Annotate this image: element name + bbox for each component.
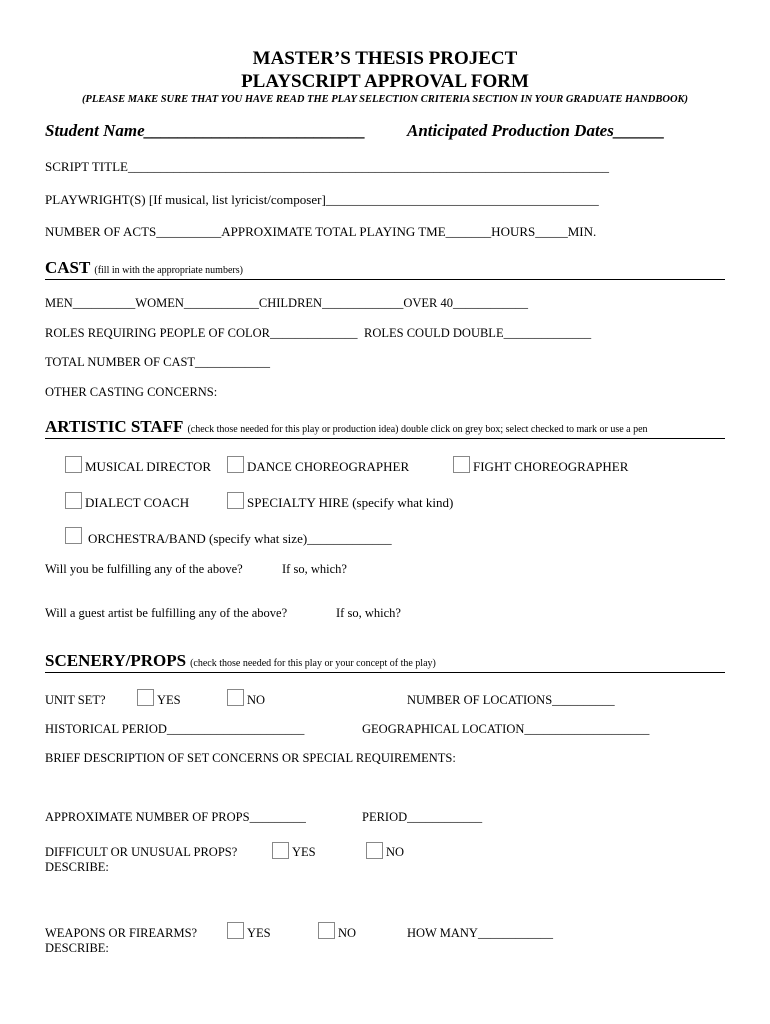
roles-double-field[interactable]: ROLES COULD DOUBLE______________: [364, 326, 592, 340]
student-name-field[interactable]: Student Name__________________________: [45, 121, 366, 140]
staff-heading: [45, 417, 648, 437]
guest-artist-question: Will a guest artist be fulfilling any of the above?: [45, 606, 288, 620]
difficult-props-yes-label: YES: [292, 845, 316, 859]
staff-title: ARTISTIC STAFF: [45, 417, 184, 436]
form-title-line1: MASTER’S THESIS PROJECT: [252, 48, 518, 69]
weapons-no-checkbox[interactable]: [318, 922, 335, 939]
locations-field[interactable]: NUMBER OF LOCATIONS__________: [407, 693, 615, 707]
specialty-hire-label: SPECIALTY HIRE (specify what kind): [247, 495, 454, 510]
other-casting-label: OTHER CASTING CONCERNS:: [45, 385, 218, 399]
unit-set-no-label: NO: [247, 693, 266, 707]
unit-set-no-checkbox[interactable]: [227, 689, 244, 706]
unit-set-yes-checkbox[interactable]: [137, 689, 154, 706]
unit-set-yes-label: YES: [157, 693, 181, 707]
fight-choreographer-label: FIGHT CHOREOGRAPHER: [473, 459, 629, 474]
difficult-props-no-checkbox[interactable]: [366, 842, 383, 859]
props-count-field[interactable]: APPROXIMATE NUMBER OF PROPS_________: [45, 810, 306, 824]
staff-divider: [45, 438, 725, 439]
musical-director-checkbox[interactable]: [65, 456, 82, 473]
script-title-field[interactable]: SCRIPT TITLE__________________________________________________________________________: [45, 159, 609, 174]
fulfilling-question: Will you be fulfilling any of the above?: [45, 562, 243, 576]
playwright-field[interactable]: PLAYWRIGHT(S) [If musical, list lyricist/composer]__________________________________________: [45, 192, 599, 207]
unit-set-label: UNIT SET?: [45, 693, 106, 707]
scenery-divider: [45, 672, 725, 673]
specialty-hire-checkbox[interactable]: [227, 492, 244, 509]
dialect-coach-label: DIALECT COACH: [85, 495, 190, 510]
guest-artist-which-field[interactable]: If so, which?: [336, 606, 401, 620]
scenery-title: SCENERY/PROPS: [45, 651, 187, 670]
weapons-describe-label: DESCRIBE:: [45, 941, 109, 955]
dance-choreographer-label: DANCE CHOREOGRAPHER: [247, 459, 410, 474]
cast-note: (fill in with the appropriate numbers): [94, 265, 243, 276]
cast-counts-field[interactable]: MEN__________WOMEN____________CHILDREN_____________OVER 40____________: [45, 296, 528, 310]
difficult-props-yes-checkbox[interactable]: [272, 842, 289, 859]
geographical-location-field[interactable]: GEOGRAPHICAL LOCATION____________________: [362, 722, 650, 736]
fight-choreographer-checkbox[interactable]: [453, 456, 470, 473]
total-cast-field[interactable]: TOTAL NUMBER OF CAST____________: [45, 355, 271, 369]
form-title-line2: PLAYSCRIPT APPROVAL FORM: [241, 71, 529, 92]
orchestra-checkbox[interactable]: [65, 527, 82, 544]
cast-heading: [45, 258, 243, 278]
props-period-field[interactable]: PERIOD____________: [362, 810, 483, 824]
set-description-label: BRIEF DESCRIPTION OF SET CONCERNS OR SPECIAL REQUIREMENTS:: [45, 751, 456, 765]
difficult-props-describe-label: DESCRIBE:: [45, 860, 109, 874]
scenery-heading: [45, 651, 436, 671]
production-dates-field[interactable]: Anticipated Production Dates______: [407, 121, 665, 140]
dialect-coach-checkbox[interactable]: [65, 492, 82, 509]
cast-title: CAST: [45, 258, 91, 277]
acts-playing-time-field[interactable]: NUMBER OF ACTS__________APPROXIMATE TOTAL PLAYING TME_______HOURS_____MIN.: [45, 224, 597, 239]
musical-director-label: MUSICAL DIRECTOR: [85, 459, 212, 474]
handbook-note: (PLEASE MAKE SURE THAT YOU HAVE READ THE PLAY SELECTION CRITERIA SECTION IN YOUR GRADUATE HANDBOOK): [81, 94, 689, 105]
dance-choreographer-checkbox[interactable]: [227, 456, 244, 473]
cast-divider: [45, 279, 725, 280]
weapons-label: WEAPONS OR FIREARMS?: [45, 926, 198, 940]
scenery-note: (check those needed for this play or your concept of the play): [190, 658, 436, 669]
difficult-props-label: DIFFICULT OR UNUSUAL PROPS?: [45, 845, 238, 859]
roles-color-field[interactable]: ROLES REQUIRING PEOPLE OF COLOR______________: [45, 326, 358, 340]
fulfilling-which-field[interactable]: If so, which?: [282, 562, 347, 576]
difficult-props-no-label: NO: [386, 845, 405, 859]
historical-period-field[interactable]: HISTORICAL PERIOD______________________: [45, 722, 305, 736]
weapons-yes-checkbox[interactable]: [227, 922, 244, 939]
weapons-no-label: NO: [338, 926, 357, 940]
orchestra-field[interactable]: ORCHESTRA/BAND (specify what size)_____________: [88, 531, 392, 546]
weapons-how-many-field[interactable]: HOW MANY____________: [407, 926, 553, 940]
staff-note: (check those needed for this play or production idea) double click on grey box; select checked to mark or use a pen: [187, 424, 648, 435]
weapons-yes-label: YES: [247, 926, 271, 940]
